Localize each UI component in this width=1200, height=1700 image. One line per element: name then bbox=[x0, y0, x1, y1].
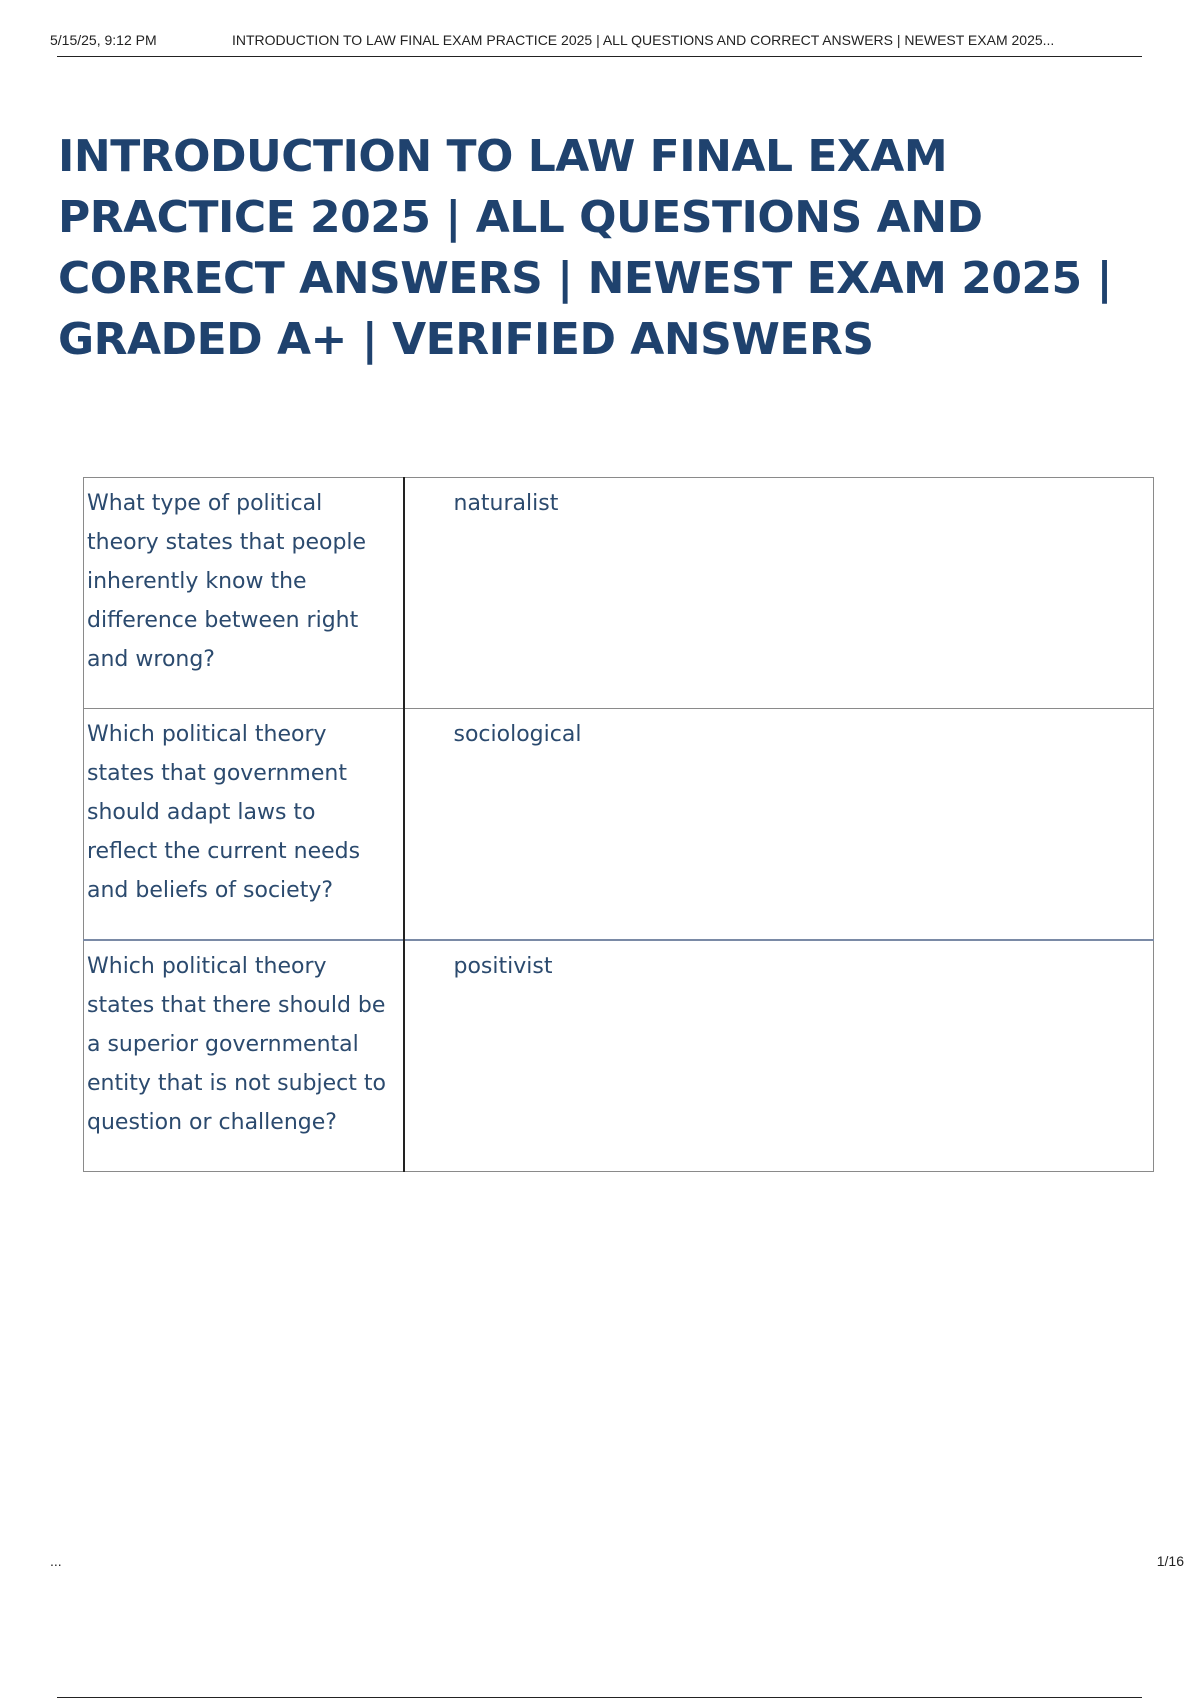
answer-cell: sociological bbox=[404, 709, 1154, 941]
table-row bbox=[84, 940, 1154, 1172]
header-divider bbox=[57, 56, 1142, 57]
question-cell: Which political theory states that government should adapt laws to reflect the current needs and beliefs of society? bbox=[84, 709, 404, 941]
question-cell: What type of political theory states that people inherently know the difference between right and wrong? bbox=[84, 478, 404, 709]
answer-cell: naturalist bbox=[404, 478, 1154, 709]
footer-url-ellipsis: ... bbox=[50, 1553, 62, 1569]
print-date: 5/15/25, 9:12 PM bbox=[50, 32, 157, 48]
print-header-title: INTRODUCTION TO LAW FINAL EXAM PRACTICE 2025 | ALL QUESTIONS AND CORRECT ANSWERS | NEWEST EXAM 2025... bbox=[232, 32, 1055, 48]
qa-table bbox=[83, 477, 1154, 1172]
answer-cell: positivist bbox=[404, 940, 1154, 1172]
print-header bbox=[50, 30, 1180, 58]
table-row bbox=[84, 709, 1154, 941]
table-row bbox=[84, 478, 1154, 709]
page-number: 1/16 bbox=[1156, 1553, 1184, 1569]
page-bottom-divider bbox=[57, 1697, 1142, 1698]
page-title: INTRODUCTION TO LAW FINAL EXAM PRACTICE 2025 | ALL QUESTIONS AND CORRECT ANSWERS | NEWEST EXAM 2025 | GRADED A+ | VERIFIED ANSWERS bbox=[58, 131, 1113, 365]
question-cell: Which political theory states that there should be a superior governmental entity that is not subject to question or challenge? bbox=[84, 940, 404, 1172]
